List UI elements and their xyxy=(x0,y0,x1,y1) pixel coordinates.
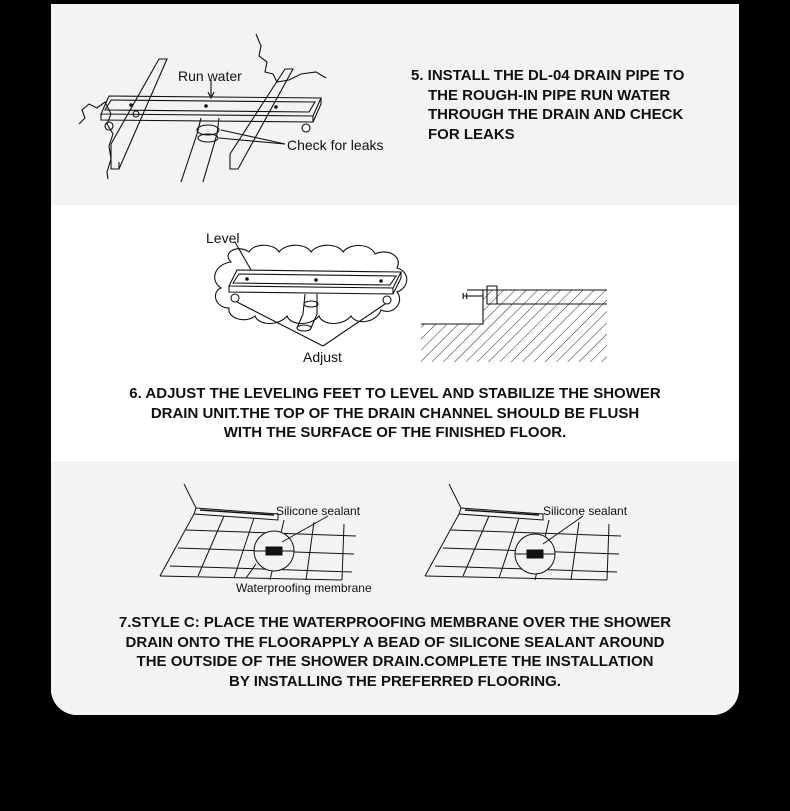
step7-line-4: BY INSTALLING THE PREFERRED FLOORING. xyxy=(229,672,561,690)
step6-line-3: WITH THE SURFACE OF THE FINISHED FLOOR. xyxy=(223,424,567,441)
instruction-card xyxy=(51,4,739,715)
step7-right-diagram xyxy=(421,480,661,600)
step6-flush-diagram xyxy=(421,282,621,362)
step5-diagram xyxy=(71,14,411,204)
h-label: H xyxy=(462,292,468,301)
step7-instruction xyxy=(91,613,699,691)
adjust-label: Adjust xyxy=(303,349,342,365)
run-water-label: Run water xyxy=(178,68,242,84)
step5-line-1: 5. INSTALL THE DL-04 DRAIN PIPE TO xyxy=(411,67,685,84)
step5-line-4: FOR LEAKS xyxy=(428,125,515,143)
step6-line-2: DRAIN UNIT.THE TOP OF THE DRAIN CHANNEL SHOULD BE FLUSH xyxy=(150,404,640,422)
step5-line-2: THE ROUGH-IN PIPE RUN WATER xyxy=(428,86,671,104)
step6-level-diagram xyxy=(191,222,431,365)
silicone-sealant-left-label: Silicone sealant xyxy=(276,504,361,518)
step5-line-3: THROUGH THE DRAIN AND CHECK xyxy=(428,106,684,123)
step7-line-1: 7.STYLE C: PLACE THE WATERPROOFING MEMBRANE OVER THE SHOWER xyxy=(118,614,672,631)
step7-line-3: THE OUTSIDE OF THE SHOWER DRAIN.COMPLETE THE INSTALLATION xyxy=(136,653,654,670)
step5-instruction xyxy=(411,66,711,144)
step7-line-2: DRAIN ONTO THE FLOORAPPLY A BEAD OF SILICONE SEALANT AROUND xyxy=(125,633,665,651)
silicone-sealant-right-label: Silicone sealant xyxy=(543,504,628,518)
step6-line-1: 6. ADJUST THE LEVELING FEET TO LEVEL AND STABILIZE THE SHOWER xyxy=(129,385,661,402)
step6-instruction xyxy=(91,384,699,443)
step7-left-diagram xyxy=(156,480,396,600)
check-leaks-label: Check for leaks xyxy=(287,137,384,153)
waterproofing-membrane-label: Waterproofing membrane xyxy=(236,581,372,595)
level-label: Level xyxy=(206,230,240,246)
